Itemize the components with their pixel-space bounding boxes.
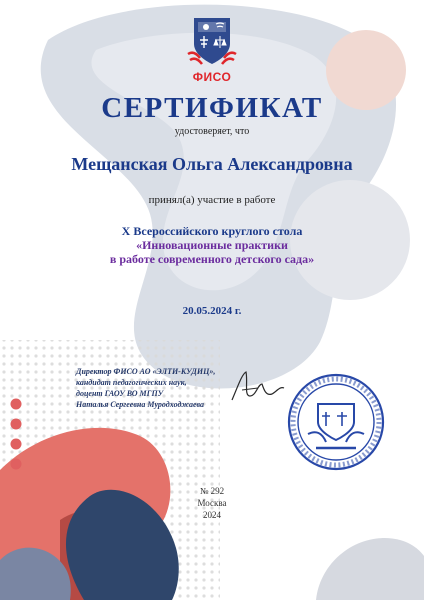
certificate-title: СЕРТИФИКАТ [101, 92, 323, 124]
signatory-name: Наталья Сергеевна Муродходжаева [76, 400, 205, 409]
document-number: № 292 [199, 486, 225, 496]
official-stamp [286, 372, 386, 472]
event-title-line3: в работе современного детского сада» [109, 252, 315, 266]
event-title-line1: X Всероссийского круглого стола [121, 224, 303, 238]
document-year: 2024 [203, 510, 221, 520]
fiso-logo [186, 14, 238, 86]
document-city: Москва [197, 498, 227, 508]
signatory-title: Директор ФИСО АО «ЭЛТИ-КУДИЦ», [76, 367, 216, 376]
recipient-name: Мещанская Ольга Александровна [71, 154, 353, 174]
signatory-degree: кандидат педагогических наук, [76, 378, 187, 387]
handwritten-signature [228, 366, 288, 406]
event-title-line2: «Инновационные практики [136, 238, 288, 252]
shield-logo-icon [186, 14, 238, 70]
participation-text: принял(а) участие в работе [148, 194, 276, 206]
signatory-position: доцент ГАОУ ВО МГПУ [76, 389, 164, 398]
certificate-date: 20.05.2024 г. [182, 305, 242, 317]
certificate-subtitle: удостоверяет, что [174, 126, 250, 137]
logo-text: ФИСО [192, 70, 232, 84]
